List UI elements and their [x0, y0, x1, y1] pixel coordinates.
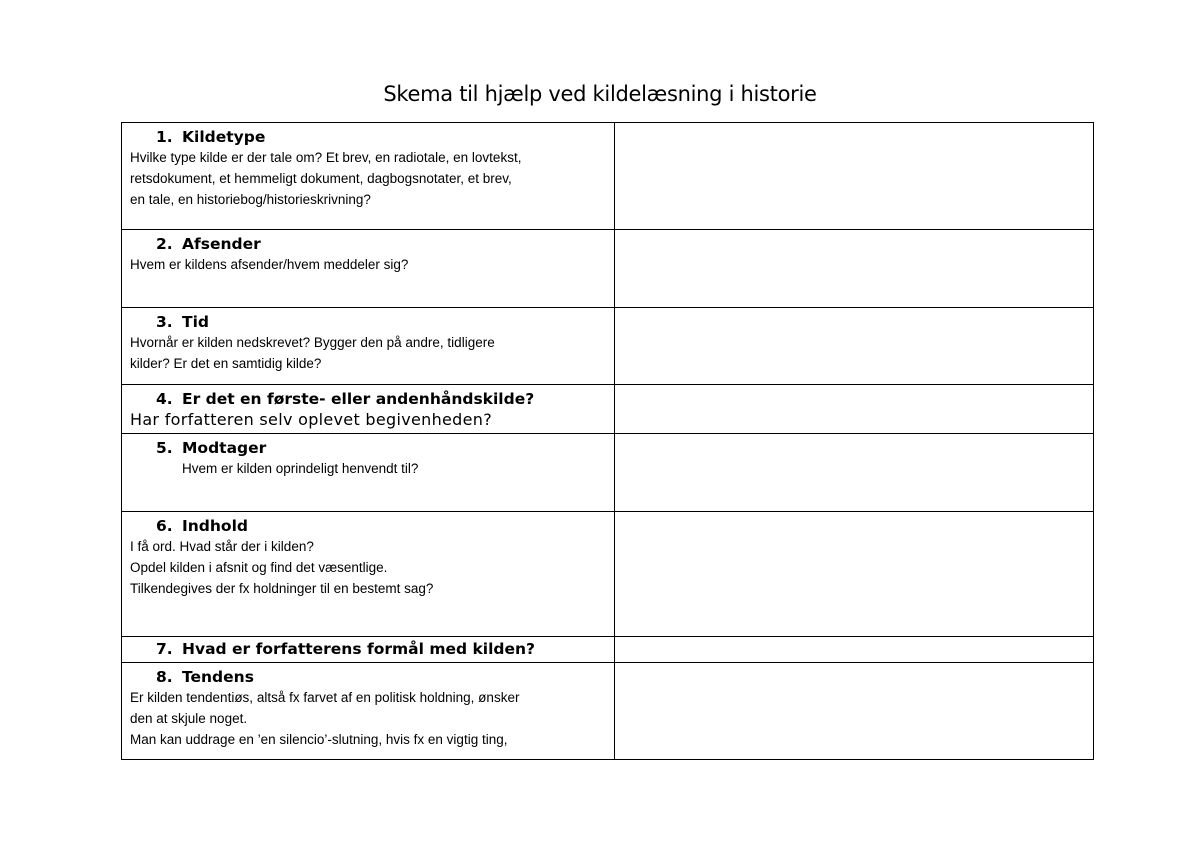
answer-cell[interactable] [615, 123, 1094, 230]
row-heading: Hvad er forfatterens formål med kilden? [182, 640, 536, 658]
row-description-line: Hvilke type kilde er der tale om? Et brev, en radiotale, en lovtekst, [130, 150, 522, 165]
row-heading: Tendens [182, 668, 254, 686]
answer-cell[interactable] [615, 512, 1094, 637]
table-row-content [122, 512, 1094, 637]
document-title: Skema til hjælp ved kildelæsning i historie [383, 82, 817, 106]
row-number: 5. [156, 439, 173, 457]
row-heading: Indhold [182, 517, 248, 535]
question-cell [122, 308, 615, 385]
row-number: 3. [156, 313, 173, 331]
row-description-line: Har forfatteren selv oplevet begivenheden? [130, 410, 492, 429]
table-row-sender [122, 230, 1094, 308]
answer-cell[interactable] [615, 385, 1094, 434]
row-description-line: Hvem er kildens afsender/hvem meddeler sig? [130, 257, 409, 272]
row-number: 6. [156, 517, 173, 535]
row-description-line: retsdokument, et hemmeligt dokument, dagbogsnotater, et brev, [130, 171, 512, 186]
question-cell [122, 434, 615, 512]
answer-cell[interactable] [615, 434, 1094, 512]
row-description-line: kilder? Er det en samtidig kilde? [130, 356, 322, 371]
source-analysis-table [121, 122, 1094, 760]
answer-cell[interactable] [615, 230, 1094, 308]
question-cell [122, 512, 615, 637]
table-row-first-or-second-hand [122, 385, 1094, 434]
row-number: 1. [156, 128, 173, 146]
row-number: 2. [156, 235, 173, 253]
row-description-line: Opdel kilden i afsnit og find det væsentlige. [130, 560, 388, 575]
row-description-line: en tale, en historiebog/historieskrivning? [130, 192, 371, 207]
row-heading: Afsender [182, 235, 261, 253]
question-cell [122, 123, 615, 230]
table-row-recipient [122, 434, 1094, 512]
question-cell [122, 230, 615, 308]
table-row-time [122, 308, 1094, 385]
row-description-line: Er kilden tendentiøs, altså fx farvet af en politisk holdning, ønsker [130, 690, 520, 705]
row-number: 7. [156, 640, 173, 658]
table-row-author-purpose [122, 637, 1094, 663]
table-row-source-type [122, 123, 1094, 230]
row-heading: Er det en første- eller andenhåndskilde? [182, 390, 535, 408]
answer-cell[interactable] [615, 308, 1094, 385]
row-heading: Modtager [182, 439, 267, 457]
row-description-line: Tilkendegives der fx holdninger til en bestemt sag? [130, 581, 434, 596]
question-cell [122, 663, 615, 760]
row-description-line: den at skjule noget. [130, 711, 248, 726]
row-number: 4. [156, 390, 173, 408]
question-cell [122, 385, 615, 434]
row-description-line: Hvornår er kilden nedskrevet? Bygger den på andre, tidligere [130, 335, 495, 350]
question-cell [122, 637, 615, 663]
table-row-tendency [122, 663, 1094, 760]
row-description-line: Man kan uddrage en ’en silencio’-slutning, hvis fx en vigtig ting, [130, 732, 508, 747]
row-number: 8. [156, 668, 173, 686]
answer-cell[interactable] [615, 637, 1094, 663]
row-heading: Tid [182, 313, 209, 331]
row-description-line: Hvem er kilden oprindeligt henvendt til? [182, 461, 419, 476]
row-heading: Kildetype [182, 128, 266, 146]
answer-cell[interactable] [615, 663, 1094, 760]
row-description-line: I få ord. Hvad står der i kilden? [130, 539, 314, 554]
